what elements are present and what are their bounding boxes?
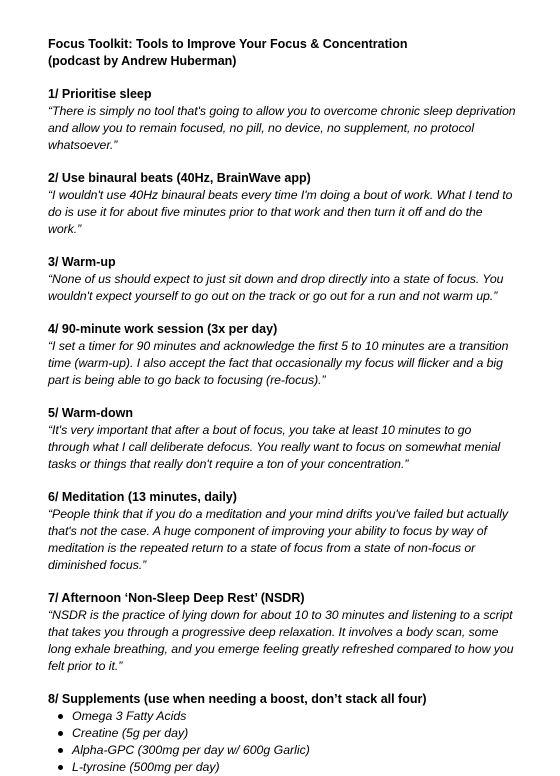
- section-heading: 6/ Meditation (13 minutes, daily): [48, 490, 237, 504]
- section-quote: “People think that if you do a meditation and your mind drifts you've failed but actually that's not the case. A huge component of improving your ability to focus by way of meditation is the repeated return to a state of focus from a state of non-focus or diminished focus.”: [48, 507, 508, 572]
- document: [48, 36, 516, 776]
- bullet-icon: [58, 748, 63, 753]
- bullet-icon: [58, 765, 63, 770]
- bullet-icon: [58, 731, 63, 736]
- list-item-label: Omega 3 Fatty Acids: [72, 709, 187, 723]
- list-item: [72, 759, 516, 776]
- list-item: [72, 742, 516, 759]
- section-heading: 7/ Afternoon ‘Non-Sleep Deep Rest’ (NSDR): [48, 591, 305, 605]
- list-item-label: L-tyrosine (500mg per day): [72, 760, 220, 774]
- bullet-icon: [58, 714, 63, 719]
- page-title: Focus Toolkit: Tools to Improve Your Focus & Concentration: [48, 37, 408, 51]
- title-block: [48, 36, 516, 70]
- supplements-list: [48, 708, 516, 776]
- section-heading: 1/ Prioritise sleep: [48, 87, 152, 101]
- list-item: [72, 708, 516, 725]
- page-subtitle: (podcast by Andrew Huberman): [48, 54, 237, 68]
- section-warm-up: [48, 254, 516, 305]
- list-item-label: Alpha-GPC (300mg per day w/ 600g Garlic): [72, 743, 310, 757]
- section-quote: “I wouldn't use 40Hz binaural beats every time I'm doing a bout of work. What I tend to do is use it for about five minutes prior to that work and then turn it off and do the work.”: [48, 188, 513, 236]
- section-quote: “I set a timer for 90 minutes and acknowledge the first 5 to 10 minutes are a transition time (warm-up). I also accept the fact that occasionally my focus will flicker and a big part is being able to go back to focusing (re-focus).”: [48, 339, 509, 387]
- section-warm-down: [48, 405, 516, 473]
- section-heading: 5/ Warm-down: [48, 406, 133, 420]
- section-quote: “It's very important that after a bout of focus, you take at least 10 minutes to go through what I call deliberate defocus. You really want to focus on somewhat menial tasks or things that really don't require a ton of your concentration.”: [48, 423, 501, 471]
- section-work-session: [48, 321, 516, 389]
- list-item-label: Creatine (5g per day): [72, 726, 189, 740]
- section-nsdr: [48, 590, 516, 675]
- section-meditation: [48, 489, 516, 574]
- section-heading: 2/ Use binaural beats (40Hz, BrainWave app): [48, 171, 311, 185]
- section-quote: “None of us should expect to just sit down and drop directly into a state of focus. You wouldn't expect yourself to go out on the track or go out for a run and not warm up.”: [48, 272, 504, 303]
- section-heading: 3/ Warm-up: [48, 255, 116, 269]
- section-heading: 8/ Supplements (use when needing a boost, don’t stack all four): [48, 692, 427, 706]
- section-supplements: [48, 691, 516, 776]
- section-prioritise-sleep: [48, 86, 516, 154]
- section-quote: “NSDR is the practice of lying down for about 10 to 30 minutes and listening to a script that takes you through a progressive deep relaxation. It involves a body scan, some long exhale breathing, and you emerge feeling greatly refreshed compared to how you felt prior to it.”: [48, 608, 514, 673]
- list-item: [72, 725, 516, 742]
- section-binaural-beats: [48, 170, 516, 238]
- section-heading: 4/ 90-minute work session (3x per day): [48, 322, 278, 336]
- section-quote: “There is simply no tool that's going to allow you to overcome chronic sleep deprivation and allow you to remain focused, no pill, no device, no supplement, no protocol whatsoever.”: [48, 104, 516, 152]
